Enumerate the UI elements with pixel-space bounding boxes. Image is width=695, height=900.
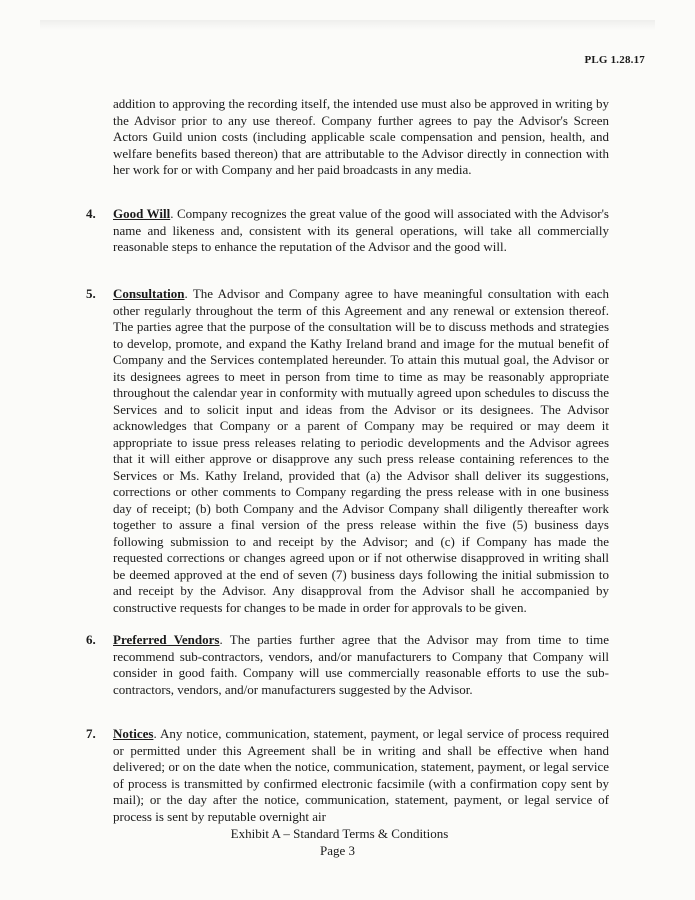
section-heading: Preferred Vendors: [113, 632, 220, 647]
section-text: . Any notice, communication, statement, payment, or legal service of process required or permitted under this Agreement shall be in writing and shall be effective when hand delivered; or on the date when the notice, communication, statement, payment, or legal service of process is transmitted by confirmed electronic facsimile (with a confirmation copy sent by mail); or the day after the notice, communication, statement, payment, or legal service of process is sent by reputable overnight air: [113, 726, 609, 824]
section-text: . The Advisor and Company agree to have meaningful consultation with each other regularly throughout the term of this Agreement and any renewal or extension thereof. The parties agree that the purpose of the consultation will be to discuss methods and strategies to develop, promote, and expand the Kathy Ireland brand and image for the mutual benefit of Company and the Services contemplated hereunder. To attain this mutual goal, the Advisor or its designees agrees to meet in person from time to time as may be reasonably appropriate throughout the calendar year in conformity with mutually agreed upon schedules to discuss the Services and to solicit input and ideas from the Advisor or its designees. The Advisor acknowledges that Company or a parent of Company may be required or may deem it appropriate to issue press releases relating to periodic developments and the Advisor agrees that it will either approve or disapprove any such press release containing references to the Services or Ms. Kathy Ireland, provided that (a) the Advisor shall deliver its suggestions, corrections or other comments to Company regarding the press release with in one business day of receipt; (b) both Company and the Advisor Company shall diligently thereafter work together to assure a final version of the press release within the five (5) business days following submission to and receipt by the Advisor; and (c) if Company has made the requested corrections or changes agreed upon or if not otherwise disapproved in writing shall be deemed approved at the end of seven (7) business days following the initial submission to and receipt by the Advisor. Any disapproval from the Advisor shall he accompanied by constructive requests for changes to be made in order for approvals to be given.: [113, 286, 609, 615]
section-preferred-vendors: [86, 632, 609, 698]
section-text: . The parties further agree that the Advisor may from time to time recommend sub-contractors, vendors, and/or manufacturers to Company that Company will consider in good faith. Company will use commercially reasonable efforts to use the sub-contractors, vendors, and/or manufacturers suggested by the Advisor.: [113, 632, 609, 697]
page-number: Page 3: [319, 843, 356, 858]
section-text: . Company recognizes the great value of the good will associated with the Advisor's name and likeness and, consistent with its general operations, will take all commercially reasonable steps to enhance the reputation of the Advisor and the good will.: [113, 206, 609, 254]
intro-paragraph: addition to approving the recording itself, the intended use must also be approved in writing by the Advisor prior to any use thereof. Company further agrees to pay the Advisor's Screen Actors Guild union costs (including applicable scale compensation and pension, health, and welfare benefits based thereon) that are attributable to the Advisor directly in connection with her work for or with Company and her paid broadcasts in any media.: [113, 96, 609, 177]
footer-title: Exhibit A – Standard Terms & Conditions: [230, 826, 449, 841]
scan-shadow: [40, 20, 655, 30]
section-consultation: [86, 286, 609, 616]
section-number: 6.: [86, 632, 96, 647]
document-code: PLG 1.28.17: [584, 54, 645, 66]
section-heading: Good Will: [113, 206, 171, 221]
section-number: 5.: [86, 286, 96, 301]
section-good-will: [86, 206, 609, 256]
section-notices: [86, 726, 609, 825]
section-number: 7.: [86, 726, 96, 741]
section-heading: Notices: [113, 726, 154, 741]
section-number: 4.: [86, 206, 96, 221]
section-heading: Consultation: [113, 286, 185, 301]
